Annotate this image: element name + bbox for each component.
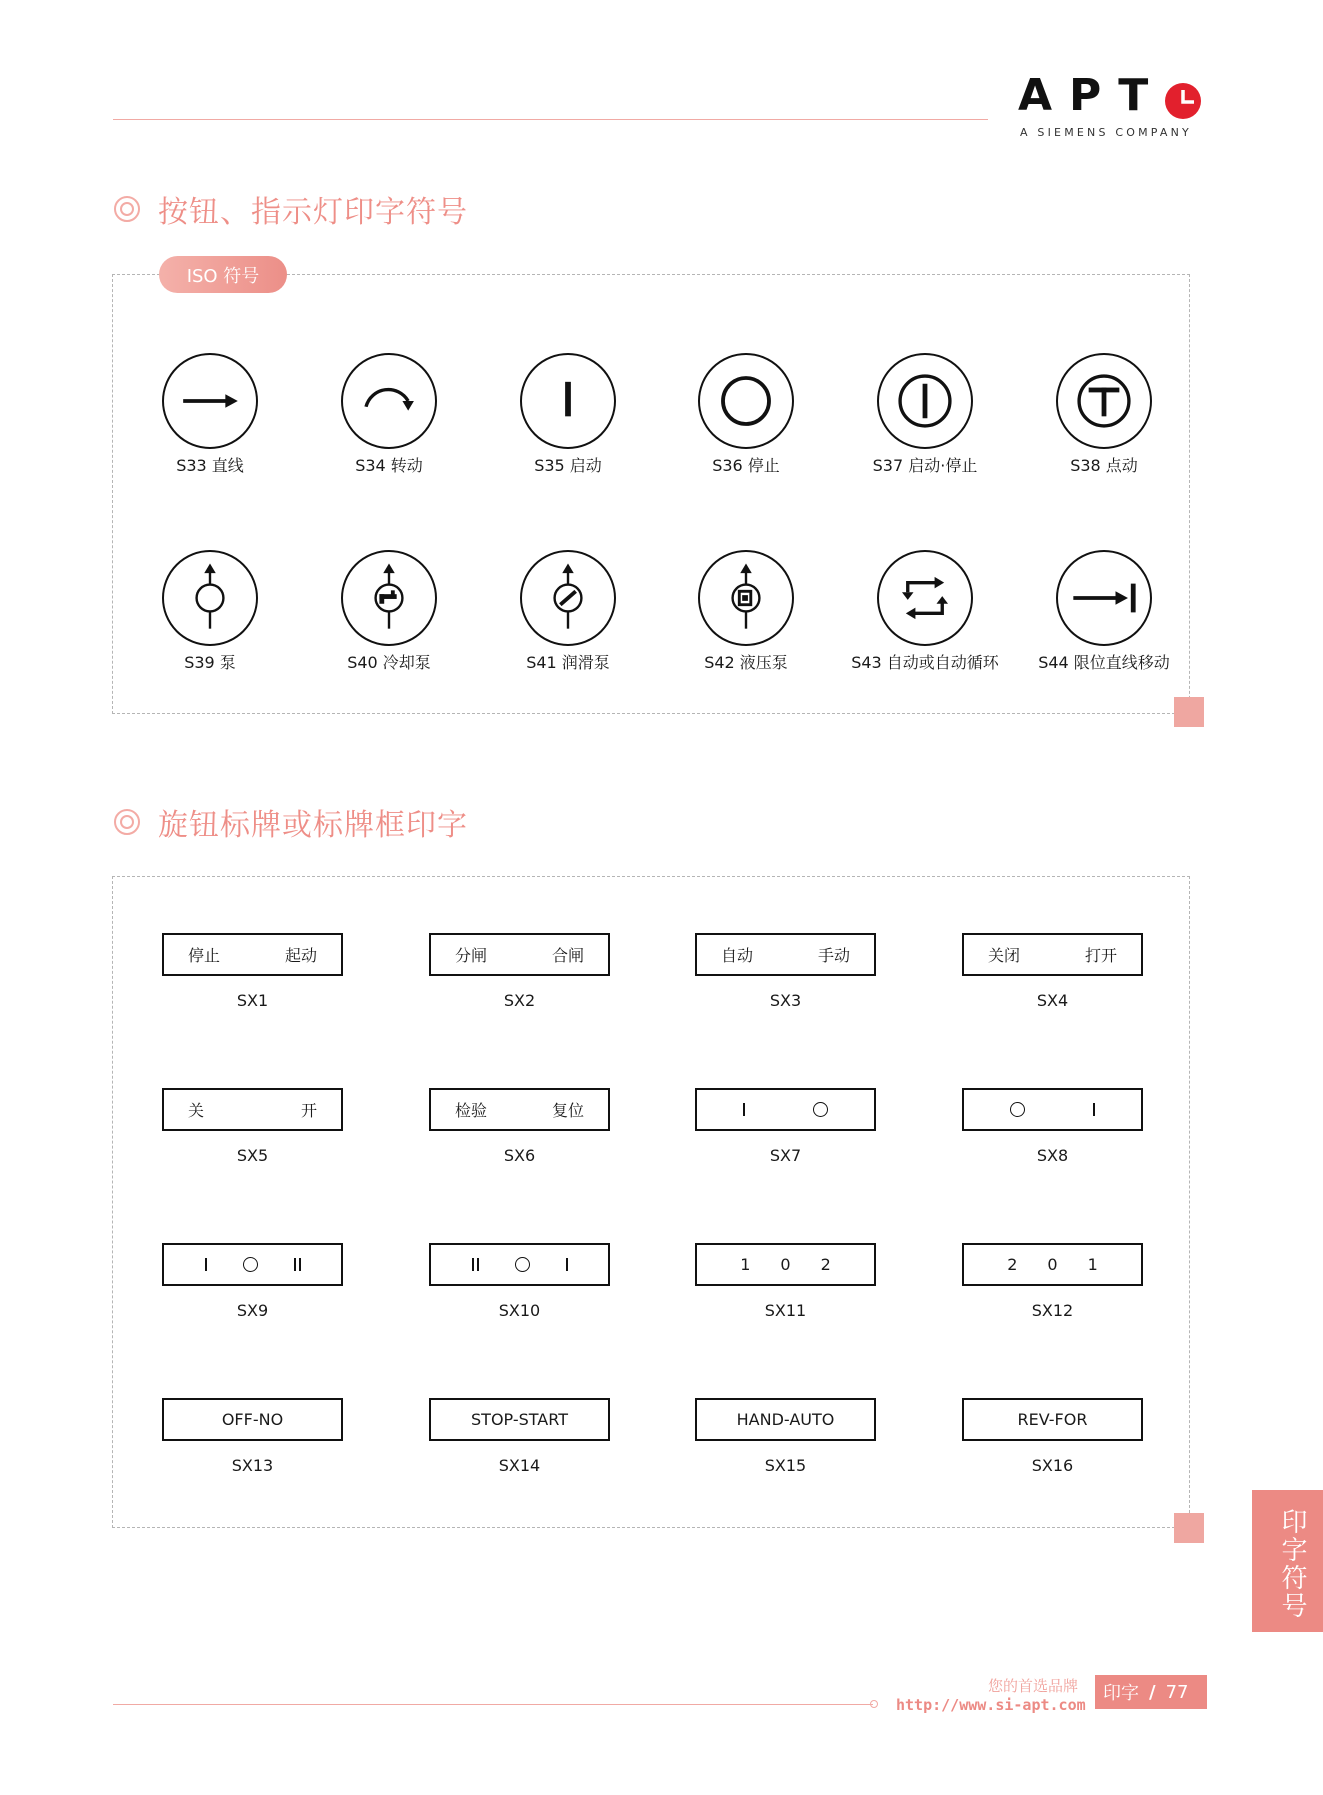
lube-pump-icon: [520, 550, 616, 646]
footer-rule: [113, 1704, 873, 1705]
plate-code-label: SX4: [1036, 991, 1069, 1010]
plate-numbers: [964, 1255, 1141, 1274]
symbol-label: S37 启动·停止: [872, 456, 978, 475]
mark-bar-icon: [472, 1258, 474, 1271]
symbol-label: S40 冷却泵: [347, 653, 431, 672]
plate-text: STOP-START: [471, 1410, 568, 1429]
label-plate: [962, 1243, 1143, 1286]
plate-text: HAND-AUTO: [736, 1410, 835, 1429]
symbol-label: S43 自动或自动循环: [851, 653, 999, 672]
plate-code-label: SX16: [1031, 1456, 1074, 1475]
plate-code-label: SX12: [1031, 1301, 1074, 1320]
plate-code-label: SX13: [231, 1456, 274, 1475]
plate-left-text: 关闭: [988, 946, 1021, 965]
plate-number: 1: [1087, 1255, 1098, 1274]
side-tab-label: 印字符号: [1277, 1508, 1307, 1620]
brand-tagline: A SIEMENS COMPANY: [1020, 126, 1192, 139]
plate-marks: [164, 1257, 341, 1272]
brand-logo-mark-icon: [1164, 82, 1202, 120]
symbol-label: S41 润滑泵: [526, 653, 610, 672]
label-plate: [695, 933, 876, 976]
label-plate: [429, 1398, 610, 1441]
mark-double-bar-icon: [294, 1258, 301, 1271]
iso-symbols-panel: [112, 274, 1190, 714]
panel-corner-marker: [1174, 1513, 1204, 1543]
plate-numbers: [697, 1255, 874, 1274]
footer-separator: /: [1149, 1681, 1156, 1703]
plate-code-label: SX14: [498, 1456, 541, 1475]
section-title-rotary: [114, 800, 468, 844]
jog-t-icon: [1056, 353, 1152, 449]
plate-marks: [964, 1102, 1141, 1117]
plate-code-label: SX8: [1036, 1146, 1069, 1165]
plate-number: 2: [820, 1255, 831, 1274]
mark-bar-icon: [294, 1258, 296, 1271]
label-plate: [962, 1088, 1143, 1131]
auto-cycle-icon: [877, 550, 973, 646]
symbol-label: S35 启动: [534, 456, 602, 475]
mark-circle-icon: [1010, 1102, 1025, 1117]
plate-code-label: SX1: [236, 991, 269, 1010]
arrow-right-icon: [162, 353, 258, 449]
label-plate: [695, 1243, 876, 1286]
mark-bar-icon: [743, 1103, 745, 1116]
symbol-label: S44 限位直线移动: [1038, 653, 1170, 672]
iso-badge: ISO 符号: [159, 256, 287, 293]
plate-number: 0: [1047, 1255, 1058, 1274]
mark-bar-icon: [205, 1258, 207, 1271]
plate-right-text: 合闸: [551, 946, 584, 965]
plate-right-text: 打开: [1084, 946, 1117, 965]
page-number: 77: [1165, 1681, 1189, 1703]
plate-left-text: 关: [188, 1101, 205, 1120]
plate-code-label: SX10: [498, 1301, 541, 1320]
side-tab: [1252, 1490, 1323, 1632]
plate-marks: [697, 1102, 874, 1117]
plate-code-label: SX2: [503, 991, 536, 1010]
plate-marks: [431, 1257, 608, 1272]
footer-rule-dot: [870, 1700, 878, 1708]
plate-right-text: 开: [300, 1101, 317, 1120]
rotate-arrow-icon: [341, 353, 437, 449]
label-plate: [429, 933, 610, 976]
label-plate: [695, 1398, 876, 1441]
section-bullet-icon: [114, 196, 140, 222]
plate-left-text: 自动: [721, 946, 754, 965]
start-stop-icon: [877, 353, 973, 449]
mark-bar-icon: [1093, 1103, 1095, 1116]
symbol-label: S39 泵: [184, 653, 236, 672]
symbol-label: S34 转动: [355, 456, 423, 475]
plate-right-text: 手动: [817, 946, 850, 965]
label-plate: [962, 933, 1143, 976]
label-plate: [162, 1088, 343, 1131]
symbol-label: S36 停止: [712, 456, 780, 475]
footer-slogan: 您的首选品牌: [988, 1677, 1079, 1695]
brand-logo: APT: [1018, 70, 1166, 121]
plate-text: REV-FOR: [1017, 1410, 1088, 1429]
pump-icon: [162, 550, 258, 646]
mark-bar-icon: [477, 1258, 479, 1271]
symbol-label: S38 点动: [1070, 456, 1138, 475]
mark-circle-icon: [515, 1257, 530, 1272]
footer-page-box: [1095, 1675, 1207, 1709]
mark-circle-icon: [813, 1102, 828, 1117]
plate-left-text: 停止: [188, 946, 221, 965]
plate-left-text: 分闸: [455, 946, 488, 965]
plate-number: 1: [740, 1255, 751, 1274]
start-bar-icon: [520, 353, 616, 449]
plate-number: 2: [1007, 1255, 1018, 1274]
plate-right-text: 复位: [551, 1101, 584, 1120]
plate-text: OFF-NO: [221, 1410, 284, 1429]
section-bullet-icon: [114, 809, 140, 835]
symbol-label: S42 液压泵: [704, 653, 788, 672]
panel-corner-marker: [1174, 697, 1204, 727]
label-plate: [962, 1398, 1143, 1441]
plate-right-text: 起动: [284, 946, 317, 965]
mark-circle-icon: [243, 1257, 258, 1272]
hydraulic-pump-icon: [698, 550, 794, 646]
label-plate: [429, 1243, 610, 1286]
plate-code-label: SX15: [764, 1456, 807, 1475]
mark-bar-icon: [299, 1258, 301, 1271]
plate-code-label: SX5: [236, 1146, 269, 1165]
footer-url-link[interactable]: http://www.si-apt.com: [896, 1696, 1086, 1714]
label-plate: [429, 1088, 610, 1131]
plate-code-label: SX3: [769, 991, 802, 1010]
label-plate: [162, 1243, 343, 1286]
symbol-label: S33 直线: [176, 456, 244, 475]
plate-number: 0: [780, 1255, 791, 1274]
coolant-pump-icon: [341, 550, 437, 646]
label-plate: [695, 1088, 876, 1131]
limit-linear-icon: [1056, 550, 1152, 646]
stop-circle-icon: [698, 353, 794, 449]
plate-left-text: 检验: [455, 1101, 488, 1120]
header-rule: [113, 119, 988, 120]
label-plate: [162, 1398, 343, 1441]
section-title-text: 旋钮标牌或标牌框印字: [158, 808, 468, 843]
plate-code-label: SX6: [503, 1146, 536, 1165]
plate-code-label: SX11: [764, 1301, 807, 1320]
mark-bar-icon: [566, 1258, 568, 1271]
footer-section: 印字: [1103, 1683, 1139, 1704]
label-plate: [162, 933, 343, 976]
plate-code-label: SX7: [769, 1146, 802, 1165]
plate-code-label: SX9: [236, 1301, 269, 1320]
section-title-iso: [114, 187, 468, 231]
mark-double-bar-icon: [472, 1258, 479, 1271]
section-title-text: 按钮、指示灯印字符号: [158, 195, 468, 230]
